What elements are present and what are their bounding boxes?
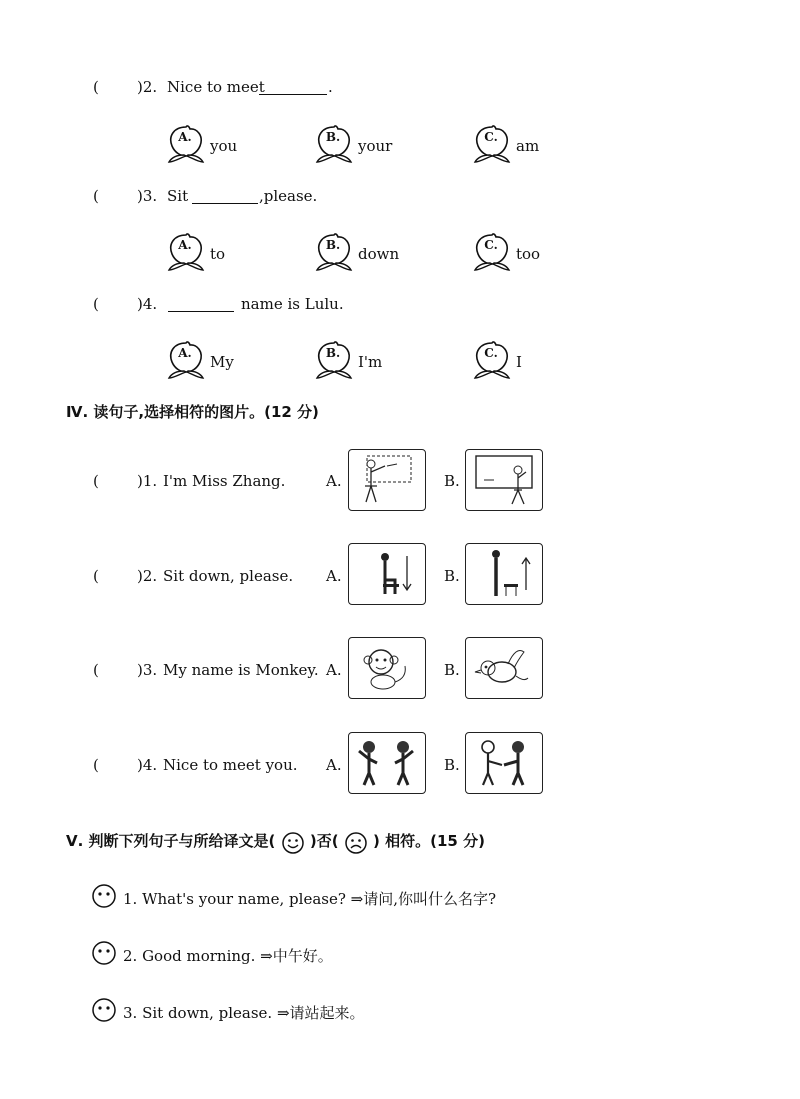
question-number: )4. <box>137 756 158 774</box>
boy-standing-icon <box>466 544 542 604</box>
option-a[interactable] <box>166 340 246 384</box>
question-text: Sit <box>167 187 189 205</box>
picture-teacher-pointing[interactable] <box>348 449 426 511</box>
section-5-heading <box>66 830 485 853</box>
teacher-pointing-icon <box>349 450 425 510</box>
option-a[interactable] <box>166 232 246 276</box>
judgement-sentence: 3. Sit down, please. ⇒请站起来。 <box>123 1004 365 1022</box>
smiley-face-icon <box>281 831 305 853</box>
question-number: )2. <box>137 78 158 96</box>
option-b[interactable] <box>314 340 394 384</box>
teacher-at-board-icon <box>466 450 542 510</box>
picture-kids-handshake[interactable] <box>465 732 543 794</box>
option-b[interactable] <box>314 232 404 276</box>
question-text-end: name is Lulu. <box>241 295 344 313</box>
choice-label-b: B. <box>444 472 460 490</box>
picture-boy-sitting[interactable] <box>348 543 426 605</box>
blank-face-icon[interactable] <box>91 940 117 966</box>
option-c[interactable] <box>472 232 552 276</box>
judgement-sentence: 1. What's your name, please? ⇒请问,你叫什么名字? <box>123 890 497 908</box>
answer-blank[interactable] <box>259 80 327 95</box>
option-text: I <box>516 353 522 371</box>
answer-blank[interactable] <box>168 297 234 312</box>
sentence: Nice to meet you. <box>163 756 298 774</box>
choice-label-b: B. <box>444 756 460 774</box>
answer-blank[interactable] <box>192 189 258 204</box>
picture-boy-standing[interactable] <box>465 543 543 605</box>
option-letter: C. <box>484 130 498 144</box>
choice-label-a: A. <box>326 661 342 679</box>
section-4-heading: Ⅳ. 读句子,选择相符的图片。(12 分) <box>66 403 319 421</box>
bird-icon <box>466 638 542 698</box>
choice-label-b: B. <box>444 661 460 679</box>
sentence: Sit down, please. <box>163 567 294 585</box>
kids-waving-icon <box>349 733 425 793</box>
option-text: your <box>358 137 393 155</box>
sentence: I'm Miss Zhang. <box>163 472 286 490</box>
kids-handshake-icon <box>466 733 542 793</box>
question-number: )2. <box>137 567 158 585</box>
option-text: I'm <box>358 353 383 371</box>
choice-label-b: B. <box>444 567 460 585</box>
answer-paren-open: ( <box>93 756 99 774</box>
picture-teacher-at-board[interactable] <box>465 449 543 511</box>
answer-paren-open: ( <box>93 187 99 205</box>
option-c[interactable] <box>472 340 552 384</box>
answer-paren-open: ( <box>93 472 99 490</box>
question-number: )1. <box>137 472 158 490</box>
option-text: you <box>210 137 238 155</box>
option-c[interactable] <box>472 124 552 168</box>
question-number: )3. <box>137 661 158 679</box>
option-letter: A. <box>178 130 192 144</box>
option-letter: A. <box>178 238 192 252</box>
heading-mid: )否( <box>309 832 339 850</box>
option-letter: C. <box>484 238 498 252</box>
blank-face-icon[interactable] <box>91 997 117 1023</box>
answer-paren-open: ( <box>93 295 99 313</box>
sad-face-icon <box>344 831 368 853</box>
question-number: )3. <box>137 187 158 205</box>
question-text: Nice to meet <box>167 78 265 96</box>
option-letter: C. <box>484 346 498 360</box>
answer-paren-open: ( <box>93 567 99 585</box>
picture-kids-waving[interactable] <box>348 732 426 794</box>
judgement-sentence: 2. Good morning. ⇒中午好。 <box>123 947 333 965</box>
answer-paren-open: ( <box>93 78 99 96</box>
question-number: )4. <box>137 295 158 313</box>
option-letter: A. <box>178 346 192 360</box>
option-text: My <box>210 353 234 371</box>
sentence: My name is Monkey. <box>163 661 319 679</box>
question-text-end: ,please. <box>259 187 318 205</box>
option-letter: B. <box>325 238 341 252</box>
monkey-icon <box>349 638 425 698</box>
heading-prefix: Ⅴ. 判断下列句子与所给译文是( <box>66 832 276 850</box>
option-letter: B. <box>325 130 341 144</box>
question-text-end: . <box>328 78 333 96</box>
option-text: am <box>516 137 540 155</box>
option-text: down <box>358 245 400 263</box>
choice-label-a: A. <box>326 756 342 774</box>
blank-face-icon[interactable] <box>91 883 117 909</box>
option-text: to <box>210 245 226 263</box>
choice-label-a: A. <box>326 567 342 585</box>
picture-monkey[interactable] <box>348 637 426 699</box>
option-a[interactable] <box>166 124 246 168</box>
picture-bird[interactable] <box>465 637 543 699</box>
option-b[interactable] <box>314 124 394 168</box>
answer-paren-open: ( <box>93 661 99 679</box>
choice-label-a: A. <box>326 472 342 490</box>
option-letter: B. <box>325 346 341 360</box>
boy-sitting-icon <box>349 544 425 604</box>
option-text: too <box>516 245 541 263</box>
heading-suffix: ) 相符。(15 分) <box>373 832 485 850</box>
